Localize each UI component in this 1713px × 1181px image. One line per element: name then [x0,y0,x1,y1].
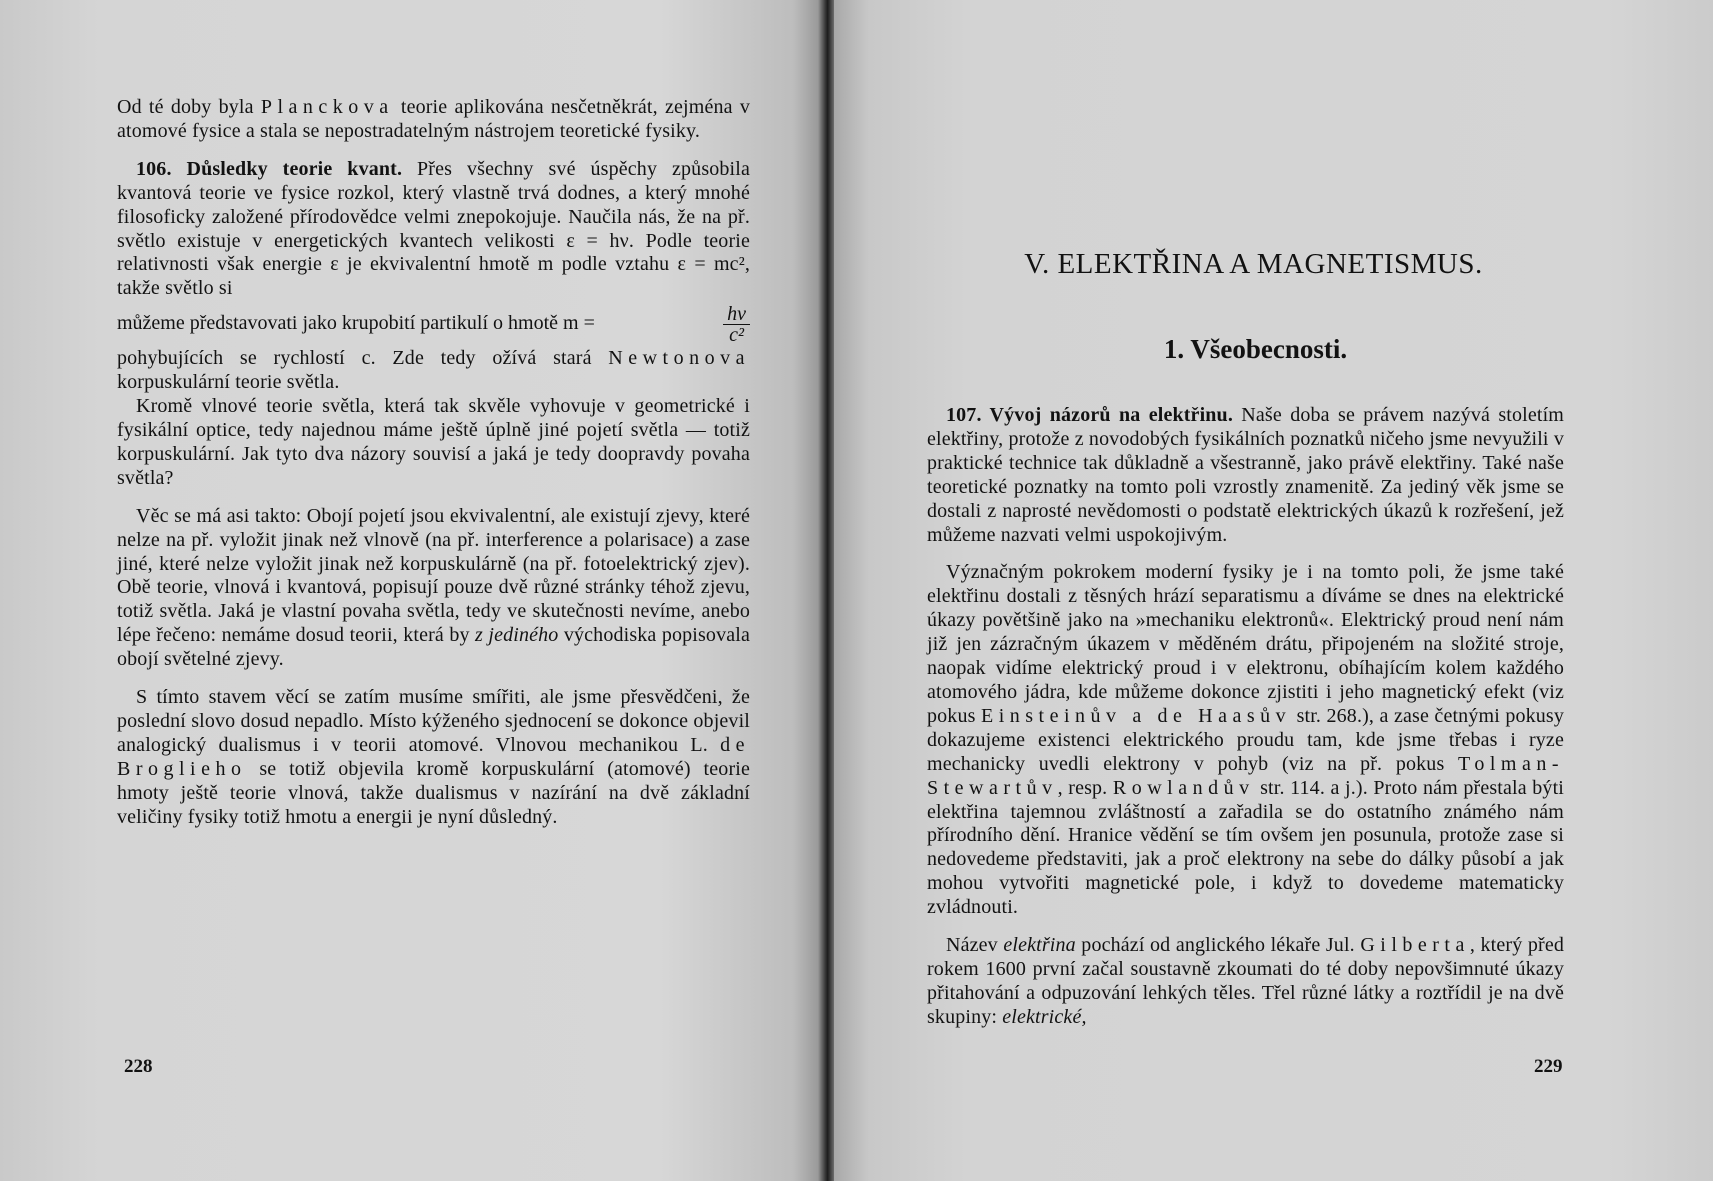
spaced-name: Tolman-Stewartův [927,752,1564,799]
paragraph: Kromě vlnové teorie světla, která tak skvěle vyhovuje v geometrické i fysikální optice, tedy najednou máme ještě úplně jiné pojetí světla — totiž korpuskulární. Jak tyto dva názory souvisí a jaká je tedy doopravdy povaha světla? [117,395,750,489]
paragraph: Význačným pokrokem moderní fysiky je i na tomto poli, že jsme také elektřinu dostali z těsných hrází separatismu a díváme se dnes na elektrické úkazy povětšině jako na »mechaniku elektronů«. Elektrický proud není nám již jen zázračným úkazem v měděném drátu, připojeném na složité stroje, naopak vidíme elektrický proud i v elektronu, obíhajícím kolem každého atomového jádra, kde můžeme dokonce zjistiti i jeho magnetický efekt (viz pokus Einsteinův a de Haasův str. 268.), a zase četnými pokusy dokazujeme existenci elektrického proudu tam, kde jsme třebas i ryze mechanicky uvedli elektrony v pohyb (viz na př. pokus Tolman-Stewartův, resp. Rowlandův str. 114. a j.). Proto nám přestala býti elektřina tajemnou zvláštností a zařadila se do ostatního známého nám přírodního dění. Hranice vědění se tím ovšem jen posunula, protože zase si nedovedeme představiti, jak a proč elektrony na sebe do dálky působí a jak mohou vytvořiti magnetické pole, i když to dovedeme matematicky zvládnouti. [927,561,1565,919]
formula-line: můžeme představovati jako krupobití partikulí o hmotě m = $\frac{h\nu}{\text{c²}}$ [117,301,750,347]
section-title: 1. Všeobecnosti. [1163,334,1348,364]
paragraph: Věc se má asi takto: Obojí pojetí jsou ekvivalentní, ale existují zjevy, které nelze na př. vyložit jinak než vlnově (na př. interference a polarisace) a zase jiné, které nelze vyložit jinak než korpuskulárně (na př. fotoelektrický zjev). Obě teorie, vlnová i kvantová, popisují pouze dvě různé stránky téhož zjevu, totiž světla. Jaká je vlastní povaha světla, tedy ve skutečnosti nevíme, anebo lépe řečeno: nemáme dosud teorii, která by z jediného východiska popisovala obojí světelné zjevy. [117,504,750,671]
paragraph: Od té doby byla Planckova teorie aplikována nesčetněkrát, zejména v atomové fysice a stala se nepostradatelným nástrojem teoretické fysiky. [117,96,750,142]
paragraph: 106. Důsledky teorie kvant. Přes všechny své úspěchy způsobila kvantová teorie ve fysice rozkol, který vlastně trvá dodnes, a který mnohé filosoficky založené přírodovědce velmi znepokojuje. Naučila nás, že na př. světlo existuje v energetických kvantech velikosti ε = hν. Podle teorie relativnosti však energie ε je ekvivalentní hmotě m podle vztahu ε = mc², takže světlo si [117,157,751,300]
right-page [834,0,1713,1181]
chapter-title: V. ELEKTŘINA A MAGNETISMUS. [1024,248,1483,280]
left-text-column [117,96,750,829]
page-number: 228 [124,1056,153,1077]
section-heading: 107. Vývoj názorů na elektřinu. [946,404,1233,426]
left-page [0,0,826,1181]
book-gutter [818,0,834,1181]
section-heading: 106. Důsledky teorie kvant. [136,157,403,180]
spaced-name: de Broglieho [117,733,750,780]
spaced-name: Gilberta [1360,934,1470,957]
paragraph: Název elektřina pochází od anglického lékaře Jul. Gilberta, který před rokem 1600 první začal soustavně zkoumati do té doby nepovšimnuté úkazy přitahování a odpuzování lehkých těles. Třel různé látky a roztřídil je na dvě skupiny: elektrické, [927,934,1564,1028]
fraction: $\frac{h\nu}{\text{c²}}$ [723,304,750,345]
paragraph: 107. Vývoj názorů na elektřinu. Naše doba se právem nazývá stoletím elektřiny, protože z novodobých fysikálních poznatků ničeho jsme nevyužili v praktické technice tak důkladně a všestranně, jako právě elektřiny. Také naše teoretické poznatky na tomto poli vzrostly znamenitě. Za jediný věk jsme se dostali z naprosté nevědomosti o podstatě elektrických úkazů k rozřešení, jež můžeme nazvati velmi uspokojivým. [927,404,1564,546]
right-text-column [927,404,1564,1030]
spaced-name: Newtonova [608,347,750,370]
page-number: 229 [1534,1056,1563,1077]
paragraph: S tímto stavem věcí se zatím musíme smířiti, ale jsme přesvědčeni, že poslední slovo dosud nepadlo. Místo kýženého sjednocení se dokonce objevil analogický dualismus i v teorii atomové. Vlnovou mechanikou L. de Broglieho se totiž objevila kromě korpuskulární (atomové) teorie hmoty ještě teorie vlnová, takže dualismus v nazírání na dvě základní veličiny fysiky totiž hmotu a energii je nyní důsledný. [117,686,750,828]
spaced-name: Einsteinův a de Haasův [980,704,1292,727]
spaced-name: Planckova [260,96,394,118]
spaced-name: Rowlandův [1112,776,1255,799]
paragraph: pohybujících se rychlostí c. Zde tedy ožívá stará Newtonova korpuskulární teorie světla. [117,347,750,394]
